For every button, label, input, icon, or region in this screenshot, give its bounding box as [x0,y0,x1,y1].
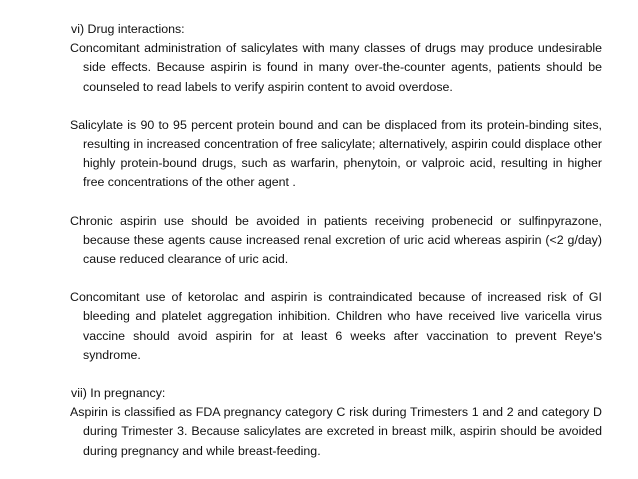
paragraph-protein-binding: Salicylate is 90 to 95 percent protein bound and can be displaced from its protein-binding sites, resulting in increased concentration of free salicylate; alternatively, aspirin could displace other highly protein-bound drugs, such as warfarin, phenytoin, or valproic acid, resulting in higher free concentrations of the other agent . [70,117,602,190]
paragraph-pregnancy-category: Aspirin is classified as FDA pregnancy category C risk during Trimesters 1 and 2 and category D during Trimester 3. Because salicylates are excreted in breast milk, aspirin should be avoided during pregnancy and while breast-feeding. [70,405,602,458]
paragraph-concomitant-administration: Concomitant administration of salicylates with many classes of drugs may produce undesirable side effects. Because aspirin is found in many over-the-counter agents, patients should be counseled to read labels to verify aspirin content to avoid overdose. [70,41,602,94]
section-heading-pregnancy: vii) In pregnancy: [71,386,166,401]
paragraph-ketorolac: Concomitant use of ketorolac and aspirin is contraindicated because of increased risk of GI bleeding and platelet aggregation inhibition. Children who have received live varicella virus vaccine should avoid aspirin for at least 6 weeks after vaccination to prevent Reye's syndrome. [70,290,602,362]
paragraph-spacer [70,193,602,212]
section-heading-drug-interactions: vi) Drug interactions: [71,22,185,36]
paragraph-spacer [70,365,602,384]
paragraph-spacer [70,269,602,288]
slide-content [70,20,602,461]
paragraph-chronic-aspirin-use: Chronic aspirin use should be avoided in patients receiving probenecid or sulfinpyrazone, because these agents cause increased renal excretion of uric acid whereas aspirin (<2 g/day) cause reduced clearance of uric acid. [70,213,602,267]
paragraph-spacer [70,97,602,116]
